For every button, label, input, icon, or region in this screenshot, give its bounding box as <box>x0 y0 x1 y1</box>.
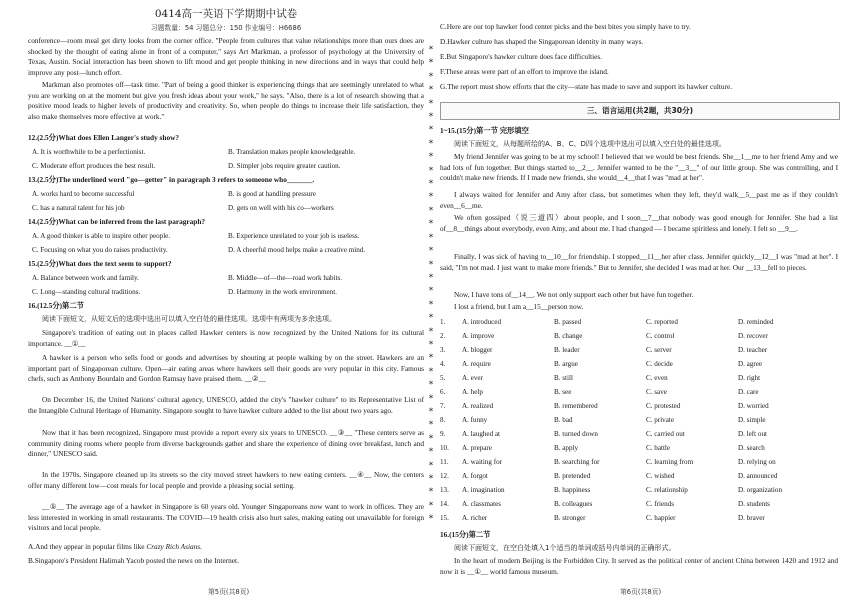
option-c[interactable]: C. private <box>646 416 674 424</box>
option-12b[interactable]: B. Translation makes people knowledgeable. <box>228 148 356 156</box>
option-b[interactable]: B. stronger <box>554 514 586 522</box>
separator-star: * <box>428 339 434 350</box>
option-14b[interactable]: B. Experience unrelated to your job is useless. <box>228 232 360 240</box>
exam-title: 0414高一英语下学期期中试卷 <box>154 8 298 20</box>
option-d[interactable]: D. organization <box>738 486 782 494</box>
separator-star: * <box>428 71 434 82</box>
option-d[interactable]: D. relying on <box>738 458 776 466</box>
separator-star: * <box>428 447 434 458</box>
option-d[interactable]: D. left out <box>738 430 767 438</box>
option-b[interactable]: B. leader <box>554 346 580 354</box>
separator-star: * <box>428 192 434 203</box>
separator-star: * <box>428 299 434 310</box>
passage-paragraph: Markman also promotes off—task time. "Part of being a good thinker is experiencing things that are seemingly unrelated to what you are working on at the moment but give you fresh ideas about your work," he says. "Also, there is a lot of research showing that a positive mood leads to higher levels of productivity and creativity. So, when people do things to increase their life satisfaction, they also make themselves more effective at work." <box>28 80 424 121</box>
question-16b: 16.(15分)第二节 <box>440 530 491 539</box>
separator-star: * <box>428 313 434 324</box>
option-c[interactable]: C. relationship <box>646 486 688 494</box>
option-g[interactable]: G.The report must show efforts that the city—state has made to save and support its hawker culture. <box>440 82 733 91</box>
passage-paragraph: conference—room meal get dirty looks from the corner office. "People from cultures that value relationships more than ours does are shocked by the thought of eating alone in front of a computer," says Art Markman, a professor of psychology at the University of Texas, Austin. Social interaction has been shown to lift mood and get people thinking in new directions and in ways that could help improve any post—lunch effort. <box>28 36 424 77</box>
option-13c[interactable]: C. has a natural talent for his job <box>32 204 125 212</box>
option-a[interactable]: A. forgot <box>462 472 488 480</box>
separator-star: * <box>428 487 434 498</box>
option-c[interactable]: C.Here are our top hawker food center picks and the best bites you simply have to try. <box>440 22 691 31</box>
separator-star: * <box>428 393 434 404</box>
option-c[interactable]: C. carried out <box>646 430 685 438</box>
option-13b[interactable]: B. is good at handling pressure <box>228 190 316 198</box>
option-c[interactable]: C. battle <box>646 444 671 452</box>
hawker-paragraph-2: A hawker is a person who sells food or goods and advertises by shouting at people walking by on the street. Hawkers are an important part of Singaporean culture. Open—air eating areas where hawkers sell their goods are very popular in this city. Famous chefs, such as Anthony Bourdain and Gordon Ramsay have praised them. __②__ <box>28 353 424 383</box>
separator-star: * <box>428 85 434 96</box>
option-14a[interactable]: A. A good thinker is able to inspire other people. <box>32 232 171 240</box>
option-a[interactable]: A. realized <box>462 402 494 410</box>
cloze-paragraph-1: My friend Jennifer was going to be at my school! I believed that we would be best friends. She__1__me to her friend Amy and we had lots of fun together. But things started to__2__. Jennifer wanted to be the "__3__" of our little group. She was controlling, and I couldn't make new friends. If I made new friends, she would__4__that I was "mad at her". <box>440 152 838 182</box>
option-c[interactable]: C. even <box>646 374 668 382</box>
cloze-paragraph-3: We often gossiped（说三道四）about people, and I soon__7__that nobody was good enough for Jennifer. She had a list of__8__things about everybody, even Amy, and about me. I had changed — I became spiritless and lonely. I felt so __9__. <box>440 213 838 233</box>
left-page <box>28 0 424 608</box>
separator-star: * <box>428 380 434 391</box>
question-15: 15.(2.5分)What does the text seem to support? <box>28 259 172 268</box>
option-f[interactable]: F.These areas were part of an effort to improve the island. <box>440 67 609 76</box>
option-d[interactable]: D.Hawker culture has shaped the Singaporean identity in many ways. <box>440 37 644 46</box>
option-d[interactable]: D. students <box>738 500 770 508</box>
page-number-right: 第6页(共8页) <box>620 588 662 596</box>
separator-star: * <box>428 246 434 257</box>
option-number: 9. <box>440 430 446 438</box>
separator-star: * <box>428 420 434 431</box>
option-12d[interactable]: D. Simpler jobs require greater caution. <box>228 162 341 170</box>
separator-star: * <box>428 179 434 190</box>
option-a[interactable]: A. prepare <box>462 444 492 452</box>
separator-star: * <box>428 58 434 69</box>
separator-star: * <box>428 433 434 444</box>
exam-meta: 习题数量：54 习题总分：150 作业编号：H6686 <box>150 24 302 32</box>
cloze-instruction: 阅读下面短文，从每题所给的A、B、C、D四个选项中选出可以填入空白处的最佳选项。 <box>454 140 726 148</box>
option-c[interactable]: C. wished <box>646 472 675 480</box>
option-number: 11. <box>440 458 449 466</box>
option-e[interactable]: E.But Singapore's hawker culture does face difficulties. <box>440 52 603 61</box>
option-c[interactable]: C. control <box>646 332 675 340</box>
option-b[interactable]: B. turned down <box>554 430 598 438</box>
option-a[interactable]: A. blogger <box>462 346 493 354</box>
option-c[interactable]: C. friends <box>646 500 674 508</box>
hawker-paragraph-4: Now that it has been recognized, Singapore must provide a report every six years to UNESCO. __③__ "These centers serve as community dining rooms where people from diverse backgrounds gather and share the experience of dining over breakfast, lunch and dinner," UNESCO said. <box>28 428 424 458</box>
separator-star: * <box>428 366 434 377</box>
option-b[interactable]: B. colleagues <box>554 500 593 508</box>
hawker-paragraph-6: __⑤__ The average age of a hawker in Singapore is 60 years old. Younger Singaporeans now want to work in offices. They are less interested in working in small restaurants. The COVID—19 health crisis also hurt sales, making eating out unavailable for foreign visitors and local people. <box>28 502 424 532</box>
option-a[interactable]: A. richer <box>462 514 488 522</box>
separator-star: * <box>428 259 434 270</box>
option-13d[interactable]: D. gets on well with his co—workers <box>228 204 334 212</box>
section-header: 三、语言运用(共2题，共30分) <box>440 102 840 120</box>
option-a[interactable]: A. help <box>462 388 483 396</box>
question-16: 16.(12.5分)第二节 <box>28 301 84 310</box>
option-d[interactable]: D. reminded <box>738 318 774 326</box>
option-14d[interactable]: D. A cheerful mood helps make a creative mind. <box>228 246 366 254</box>
option-13a[interactable]: A. works hard to become successful <box>32 190 135 198</box>
option-15a[interactable]: A. Balance between work and family. <box>32 274 139 282</box>
option-b[interactable]: B. bad <box>554 416 573 424</box>
grammar-paragraph-1: In the heart of modern Beijing is the Forbidden City. It served as the political center of ancient China between 1420 and 1912 and now it is __①__ world famous museum. <box>440 556 838 576</box>
option-15c[interactable]: C. Long—standing cultural traditions. <box>32 288 141 296</box>
option-number: 7. <box>440 402 446 410</box>
option-a[interactable]: A. require <box>462 360 491 368</box>
hawker-paragraph-5: In the 1970s, Singapore cleaned up its streets so the city moved street hawkers to new eating centers. __④__ Now, the centers offer many different low—cost meals for local people and provide a pleasing social setting. <box>28 470 424 490</box>
separator-star: * <box>428 474 434 484</box>
separator-star: * <box>428 286 434 297</box>
option-number: 4. <box>440 360 446 368</box>
separator-star: * <box>428 45 434 55</box>
option-a[interactable]: A. introduced <box>462 318 502 326</box>
separator-star: * <box>428 138 434 149</box>
option-a[interactable]: A. improve <box>462 332 495 340</box>
option-c[interactable]: C. server <box>646 346 672 354</box>
fold-separator <box>425 44 437 544</box>
option-12c[interactable]: C. Moderate effort produces the best result. <box>32 162 156 170</box>
grammar-instruction: 阅读下面短文，在空白处填入1个适当的单词或括号内单词的正确形式。 <box>454 544 676 552</box>
option-d[interactable]: D. teacher <box>738 346 768 354</box>
option-b[interactable]: B.Singapore's President Halimah Yacob posted the news on the Internet. <box>28 556 239 565</box>
question-13: 13.(2.5分)The underlined word "go—getter" in paragraph 3 refers to someone who_______. <box>28 175 315 184</box>
option-number: 13. <box>440 486 449 494</box>
separator-star: * <box>428 219 434 230</box>
option-number: 12. <box>440 472 449 480</box>
option-14c[interactable]: C. Focusing on what you do raises productivity. <box>32 246 168 254</box>
option-b[interactable]: B. pretended <box>554 472 591 480</box>
option-b[interactable]: B. argue <box>554 360 578 368</box>
option-number: 5. <box>440 374 446 382</box>
hawker-paragraph-3: On December 16, the United Nations' cultural agency, UNESCO, added the city's "hawker culture" to its Representative List of the Intangible Cultural Heritage of Humanity. Singapore sought to have hawker culture added to the list about two years ago. <box>28 395 424 415</box>
option-c[interactable]: C. save <box>646 388 667 396</box>
option-c[interactable]: C. reported <box>646 318 678 326</box>
option-15b[interactable]: B. Middle—of—the—road work habits. <box>228 274 343 282</box>
separator-star: * <box>428 125 434 136</box>
separator-star: * <box>428 500 434 511</box>
option-d[interactable]: D. recover <box>738 332 768 340</box>
separator-star: * <box>428 112 434 123</box>
question-12: 12.(2.5分)What does Ellen Langer's study show? <box>28 133 180 142</box>
option-a-film-title: Crazy Rich Asians. <box>146 542 202 551</box>
option-number: 3. <box>440 346 446 354</box>
question-1-15: 1~15.(15分)第一节 完形填空 <box>440 126 529 135</box>
option-a[interactable]: A. laughed at <box>462 430 501 438</box>
option-number: 10. <box>440 444 449 452</box>
option-c[interactable]: C. happier <box>646 514 676 522</box>
option-d[interactable]: D. right <box>738 374 761 382</box>
option-d[interactable]: D. announced <box>738 472 778 480</box>
right-page-tail <box>440 0 838 608</box>
option-a[interactable]: A. classmates <box>462 500 502 508</box>
option-d[interactable]: D. search <box>738 444 765 452</box>
separator-star: * <box>428 353 434 364</box>
option-c[interactable]: C. decide <box>646 360 673 368</box>
option-b[interactable]: B. happiness <box>554 486 591 494</box>
separator-star: * <box>428 272 434 283</box>
option-b[interactable]: B. searching for <box>554 458 600 466</box>
option-c[interactable]: C. protested <box>646 402 681 410</box>
option-a-text: A.And they appear in popular films like <box>28 542 147 551</box>
option-a[interactable]: A. imagination <box>462 486 505 494</box>
separator-star: * <box>428 98 434 109</box>
option-d[interactable]: D. simple <box>738 416 766 424</box>
option-15d[interactable]: D. Harmony in the work environment. <box>228 288 337 296</box>
separator-star: * <box>428 152 434 163</box>
separator-star: * <box>428 460 434 471</box>
option-number: 2. <box>440 332 446 340</box>
option-d[interactable]: D. braver <box>738 514 765 522</box>
cloze-paragraph-4: Finally, I was sick of having to__10__for friendship. I stopped__11__her after class. Jennifer quickly__12__I was "mad at her". I said, "I'm not mad. I just want to make more friends." But to Jennifer, she decided I was mad at her. Our __13__fell to pieces. <box>440 252 838 272</box>
option-b[interactable]: B. apply <box>554 444 579 452</box>
question-16-instruction: 阅读下面短文，从短文后的选项中选出可以填入空白处的最佳选项。选项中有两项为多余选项。 <box>42 315 336 323</box>
question-14: 14.(2.5分)What can be inferred from the last paragraph? <box>28 217 206 226</box>
option-c[interactable]: C. learning from <box>646 458 694 466</box>
option-b[interactable]: B. change <box>554 332 583 340</box>
separator-star: * <box>428 406 434 417</box>
option-number: 14. <box>440 500 449 508</box>
option-d[interactable]: D. agree <box>738 360 763 368</box>
option-b[interactable]: B. still <box>554 374 573 382</box>
separator-star: * <box>428 205 434 216</box>
cloze-paragraph-2: I always waited for Jennifer and Amy after class, but sometimes when they left, they'd walk__5__past me as if they couldn't even__6__me. <box>440 190 838 210</box>
cloze-paragraph-6: I lost a friend, but I am a__15__person now. <box>454 302 584 311</box>
option-b[interactable]: B. see <box>554 388 572 396</box>
page-number-left: 第5页(共8页) <box>208 588 250 596</box>
option-number: 1. <box>440 318 446 326</box>
option-a[interactable]: A. funny <box>462 416 488 424</box>
separator-star: * <box>428 232 434 243</box>
cloze-paragraph-5: Now, I have tons of__14__. We not only support each other but have fun together. <box>454 290 694 299</box>
separator-star: * <box>428 514 434 525</box>
option-d[interactable]: D. care <box>738 388 759 396</box>
option-number: 6. <box>440 388 446 396</box>
option-b[interactable]: B. passed <box>554 318 582 326</box>
option-d[interactable]: D. worried <box>738 402 769 410</box>
hawker-paragraph-1: Singapore's tradition of eating out in places called Hawker centers is now recognized by the United Nations for its cultural importance. __①__ <box>28 328 424 348</box>
separator-star: * <box>428 326 434 337</box>
option-number: 15. <box>440 514 449 522</box>
option-12a[interactable]: A. It is worthwhile to be a perfectionist. <box>32 148 146 156</box>
option-a[interactable] <box>28 542 202 552</box>
option-number: 8. <box>440 416 446 424</box>
option-b[interactable]: B. remembered <box>554 402 598 410</box>
option-a[interactable]: A. ever <box>462 374 483 382</box>
option-a[interactable]: A. waiting for <box>462 458 502 466</box>
separator-star: * <box>428 165 434 176</box>
